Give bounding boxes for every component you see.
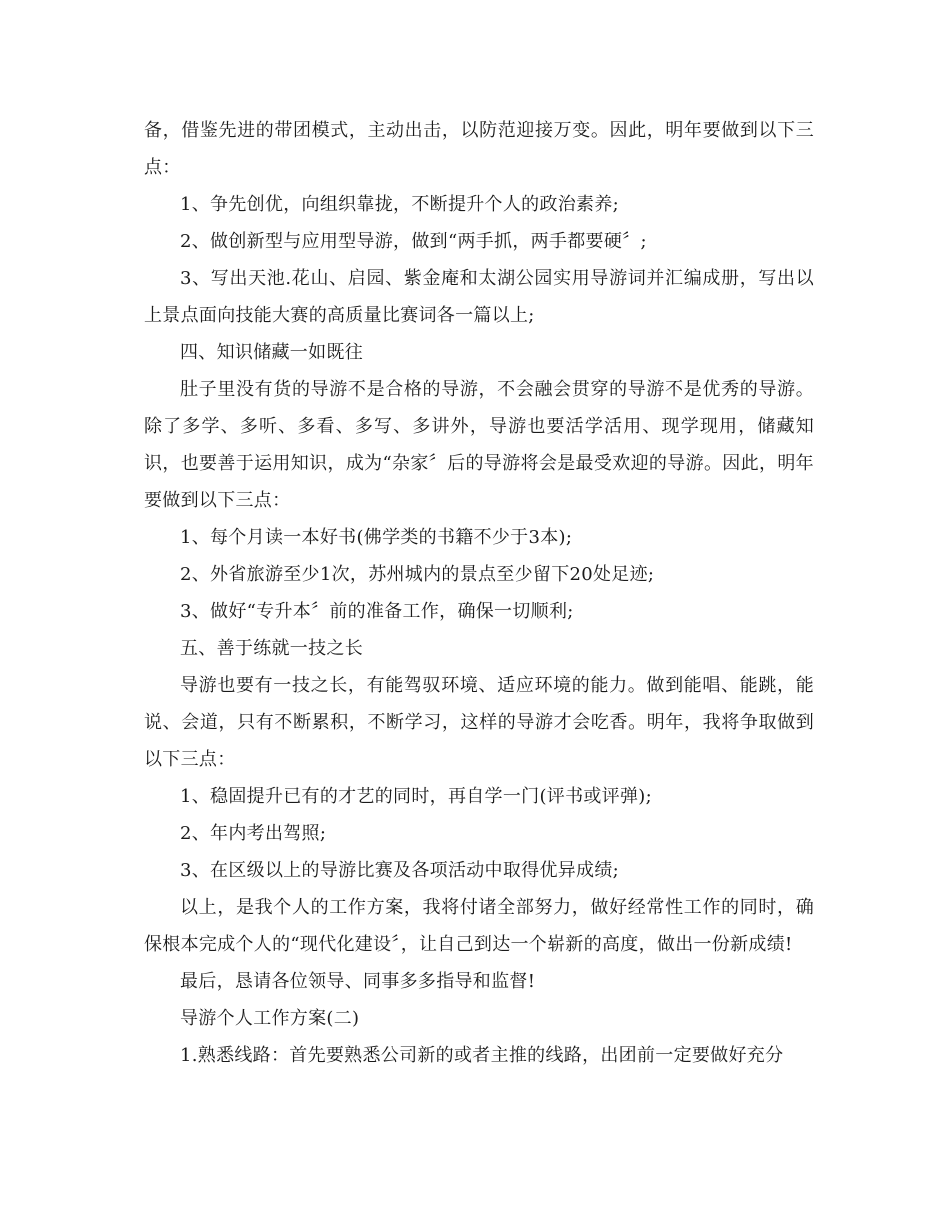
section-title: 导游个人工作方案(二) <box>180 1008 360 1029</box>
list-item: 1、争先创优，向组织靠拢，不断提升个人的政治素养; <box>180 194 620 215</box>
paragraph: 最后，恳请各位领导、同事多多指导和监督! <box>180 971 536 992</box>
paragraph: 导游也要有一技之长，有能驾驭环境、适应环境的能力。做到能唱、能跳，能说、会道，只有不断累积，不断学习，这样的导游才会吃香。明年，我将争取做到以下三点： <box>144 675 814 770</box>
section-heading: 四、知识储藏一如既往 <box>180 342 363 363</box>
document-body <box>144 112 814 1074</box>
section-heading: 五、善于练就一技之长 <box>180 638 363 659</box>
list-item: 3、在区级以上的导游比赛及各项活动中取得优异成绩; <box>180 860 620 881</box>
list-item: 2、外省旅游至少1次，苏州城内的景点至少留下20处足迹; <box>180 564 655 585</box>
list-item: 2、做创新型与应用型导游，做到“两手抓，两手都要硬〞; <box>180 231 647 252</box>
paragraph: 备，借鉴先进的带团模式，主动出击，以防范迎接万变。因此，明年要做到以下三点： <box>144 120 814 178</box>
paragraph: 1.熟悉线路：首先要熟悉公司新的或者主推的线路，出团前一定要做好充分 <box>180 1045 784 1066</box>
paragraph: 肚子里没有货的导游不是合格的导游，不会融会贯穿的导游不是优秀的导游。除了多学、多听、多看、多写、多讲外，导游也要活学活用、现学现用，储藏知识，也要善于运用知识，成为“杂家〞后的导游将会是最受欢迎的导游。因此，明年要做到以下三点： <box>144 379 814 511</box>
list-item: 2、年内考出驾照; <box>180 823 327 844</box>
list-item: 1、稳固提升已有的才艺的同时，再自学一门(评书或评弹); <box>180 786 652 807</box>
list-item: 3、做好“专升本〞前的准备工作，确保一切顺利; <box>180 601 574 622</box>
list-item: 1、每个月读一本好书(佛学类的书籍不少于3本); <box>180 527 573 548</box>
paragraph: 以上，是我个人的工作方案，我将付诸全部努力，做好经常性工作的同时，确保根本完成个人的“现代化建设〞，让自己到达一个崭新的高度，做出一份新成绩! <box>144 897 814 955</box>
list-item: 3、写出天池.花山、启园、紫金庵和太湖公园实用导游词并汇编成册，写出以上景点面向技能大赛的高质量比赛词各一篇以上; <box>144 268 814 326</box>
